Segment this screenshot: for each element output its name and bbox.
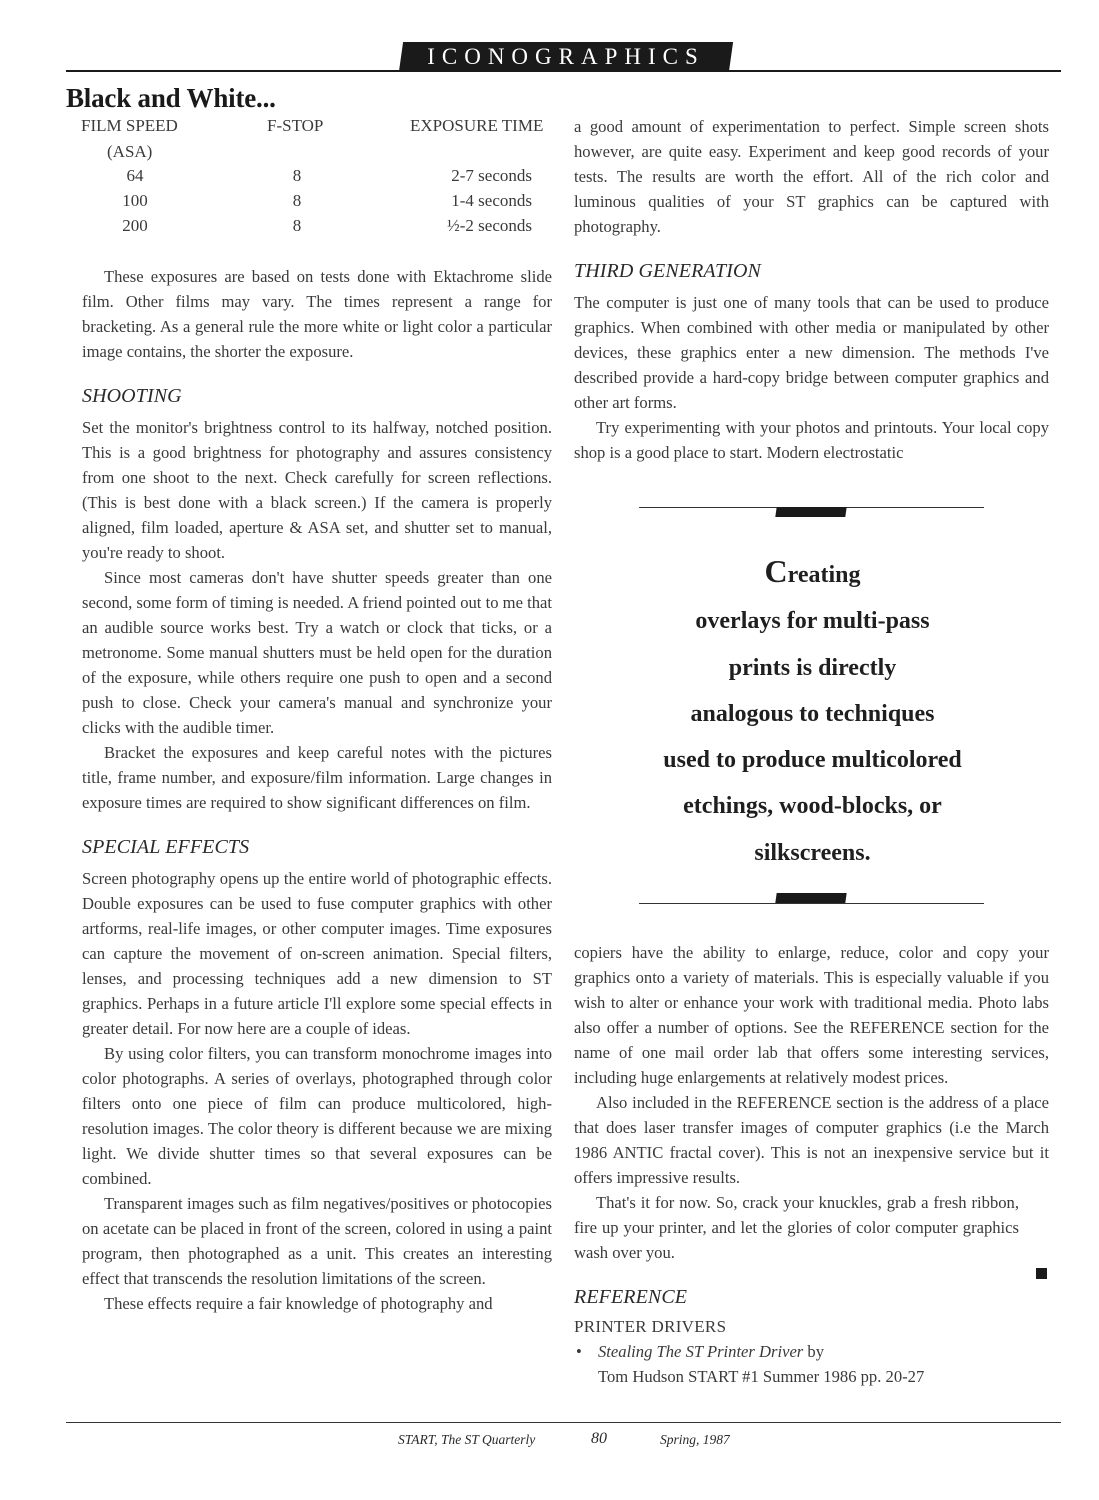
intro-paragraph: These exposures are based on tests done with Ektachrome slide film. Other films may vary. The times represent a range for bracketing. As a general rule the more white or light color a particular image contains, the shorter the exposure. bbox=[82, 267, 552, 361]
table-cell-exposure: 1-4 seconds bbox=[451, 191, 532, 210]
header-rule bbox=[66, 70, 1061, 72]
paragraph: copiers have the ability to enlarge, reduce, color and copy your graphics onto a variety of materials. This is especially valuable if you wish to alter or enhance your work with traditional media. Photo labs also offer a number of options. See the REFERENCE section for the name of one mail order lab that offers some interesting services, including huge enlargements at relatively modest prices. bbox=[574, 943, 1049, 1087]
reference-item-detail: Tom Hudson START #1 Summer 1986 pp. 20-27 bbox=[598, 1367, 925, 1386]
table-header-exposure-time: EXPOSURE TIME bbox=[410, 116, 544, 135]
pull-quote-line: prints is directly bbox=[728, 654, 897, 681]
table-cell-exposure: ½-2 seconds bbox=[447, 216, 532, 235]
footer-rule bbox=[66, 1422, 1061, 1423]
table-cell-fstop: 8 bbox=[292, 191, 302, 210]
paragraph: Screen photography opens up the entire world of photographic effects. Double exposures can be used to fuse computer graphics with other artforms, real-life images, or other computer images. Time exposures can capture the movement of on-screen animation. Special filters, lenses, and processing techniques add a new dimension to ST graphics. Perhaps in a future article I'll explore some special effects in greater detail. For now here are a couple of ideas. bbox=[82, 869, 552, 1038]
paragraph: Since most cameras don't have shutter speeds greater than one second, some form of timing is needed. A friend pointed out to me that an audible source works best. Try a watch or clock that ticks, or a metronome. Some manual shutters must be held open for the duration of the exposure, while others require one push to open and a second push to close. Check your camera's manual and synchronize your clicks with the audible timer. bbox=[82, 568, 552, 737]
pull-quote-line: analogous to techniques bbox=[690, 700, 935, 727]
section-heading-shooting: SHOOTING bbox=[82, 385, 182, 407]
pull-quote-first-word: reating bbox=[787, 562, 861, 588]
paragraph: That's it for now. So, crack your knuckles, grab a fresh ribbon, fire up your printer, and let the glories of color computer graphics wash over you. bbox=[574, 1193, 1019, 1262]
table-cell-fstop: 8 bbox=[292, 166, 302, 185]
pull-quote-bar-top bbox=[775, 507, 846, 517]
footer-page-number: 80 bbox=[591, 1430, 607, 1447]
table-header-f-stop: F-STOP bbox=[267, 116, 324, 135]
section-heading-third-generation: THIRD GENERATION bbox=[574, 260, 761, 282]
end-of-article-mark bbox=[1036, 1268, 1047, 1279]
paragraph: Bracket the exposures and keep careful notes with the pictures title, frame number, and exposure/film information. Large changes in exposure times are required to show significant differences on film. bbox=[82, 743, 552, 812]
right-column-top bbox=[574, 114, 1049, 465]
reference-item-title: Stealing The ST Printer Driver bbox=[598, 1342, 804, 1361]
footer-publication: START, The ST Quarterly bbox=[398, 1432, 536, 1447]
pull-quote-rule-bottom bbox=[639, 903, 984, 904]
section-heading-special-effects: SPECIAL EFFECTS bbox=[82, 836, 250, 858]
pull-quote-dropcap: C bbox=[764, 553, 788, 589]
paragraph: Set the monitor's brightness control to its halfway, notched position. This is a good brightness for photography and assures consistency from one shoot to the next. Check carefully for screen reflections. (This is best done with a black screen.) If the camera is properly aligned, film loaded, aperture & ASA set, and shutter set to manual, you're ready to shoot. bbox=[82, 418, 552, 562]
paragraph: a good amount of experimentation to perfect. Simple screen shots however, are quite easy. Experiment and keep good records of your tests. The results are worth the effort. All of the rich color and luminous qualities of your ST graphics can be captured with photography. bbox=[574, 117, 1049, 236]
pull-quote bbox=[630, 548, 995, 876]
pull-quote-bar-bottom bbox=[775, 893, 846, 903]
pull-quote-line: etchings, wood-blocks, or bbox=[683, 793, 942, 820]
reference-item-by: by bbox=[803, 1342, 825, 1361]
left-column-body bbox=[82, 264, 552, 1316]
pull-quote-line bbox=[630, 548, 995, 598]
section-heading-reference: REFERENCE bbox=[574, 1286, 688, 1308]
footer-date: Spring, 1987 bbox=[660, 1432, 730, 1447]
section-header-title: ICONOGRAPHICS bbox=[427, 44, 705, 69]
table-cell-fstop: 8 bbox=[292, 216, 302, 235]
article-subtitle: Black and White... bbox=[66, 83, 276, 113]
table-cell-speed: 100 bbox=[122, 191, 148, 210]
pull-quote-line: used to produce multicolored bbox=[663, 747, 962, 774]
pull-quote-line: overlays for multi-pass bbox=[695, 608, 930, 635]
table-cell-speed: 200 bbox=[122, 216, 148, 235]
paragraph: Also included in the REFERENCE section is the address of a place that does laser transfer images of computer graphics (i.e the March 1986 ANTIC fractal cover). This is not an inexpensive service but it offers impressive results. bbox=[574, 1093, 1049, 1187]
paragraph: Try experimenting with your photos and printouts. Your local copy shop is a good place to start. Modern electrostatic bbox=[574, 418, 1049, 462]
reference-subheading: PRINTER DRIVERS bbox=[574, 1317, 727, 1336]
bullet-icon: • bbox=[576, 1342, 582, 1361]
paragraph: Transparent images such as film negatives/positives or photocopies on acetate can be placed in front of the screen, colored in using a paint program, then photographed as a unit. This creates an interesting effect that transcends the resolution limitations of the screen. bbox=[82, 1194, 552, 1288]
reference-item bbox=[574, 1339, 1049, 1389]
paragraph: By using color filters, you can transform monochrome images into color photographs. A series of overlays, photographed through color filters onto one piece of film can produce multicolored, high-resolution images. The color theory is different because we are mixing light. We divide shutter times so that several exposures can be combined. bbox=[82, 1044, 552, 1188]
table-header-asa: (ASA) bbox=[107, 142, 153, 161]
table-cell-speed: 64 bbox=[126, 166, 144, 185]
right-column-bottom bbox=[574, 940, 1049, 1389]
table-cell-exposure: 2-7 seconds bbox=[451, 166, 532, 185]
paragraph: These effects require a fair knowledge of photography and bbox=[104, 1294, 493, 1313]
table-header-film-speed: FILM SPEED bbox=[81, 116, 178, 135]
pull-quote-line: silkscreens. bbox=[754, 839, 871, 866]
paragraph: The computer is just one of many tools that can be used to produce graphics. When combined with other media or manipulated by other devices, these graphics enter a new dimension. The methods I've described provide a hard-copy bridge between computer graphics and other art forms. bbox=[574, 293, 1049, 412]
